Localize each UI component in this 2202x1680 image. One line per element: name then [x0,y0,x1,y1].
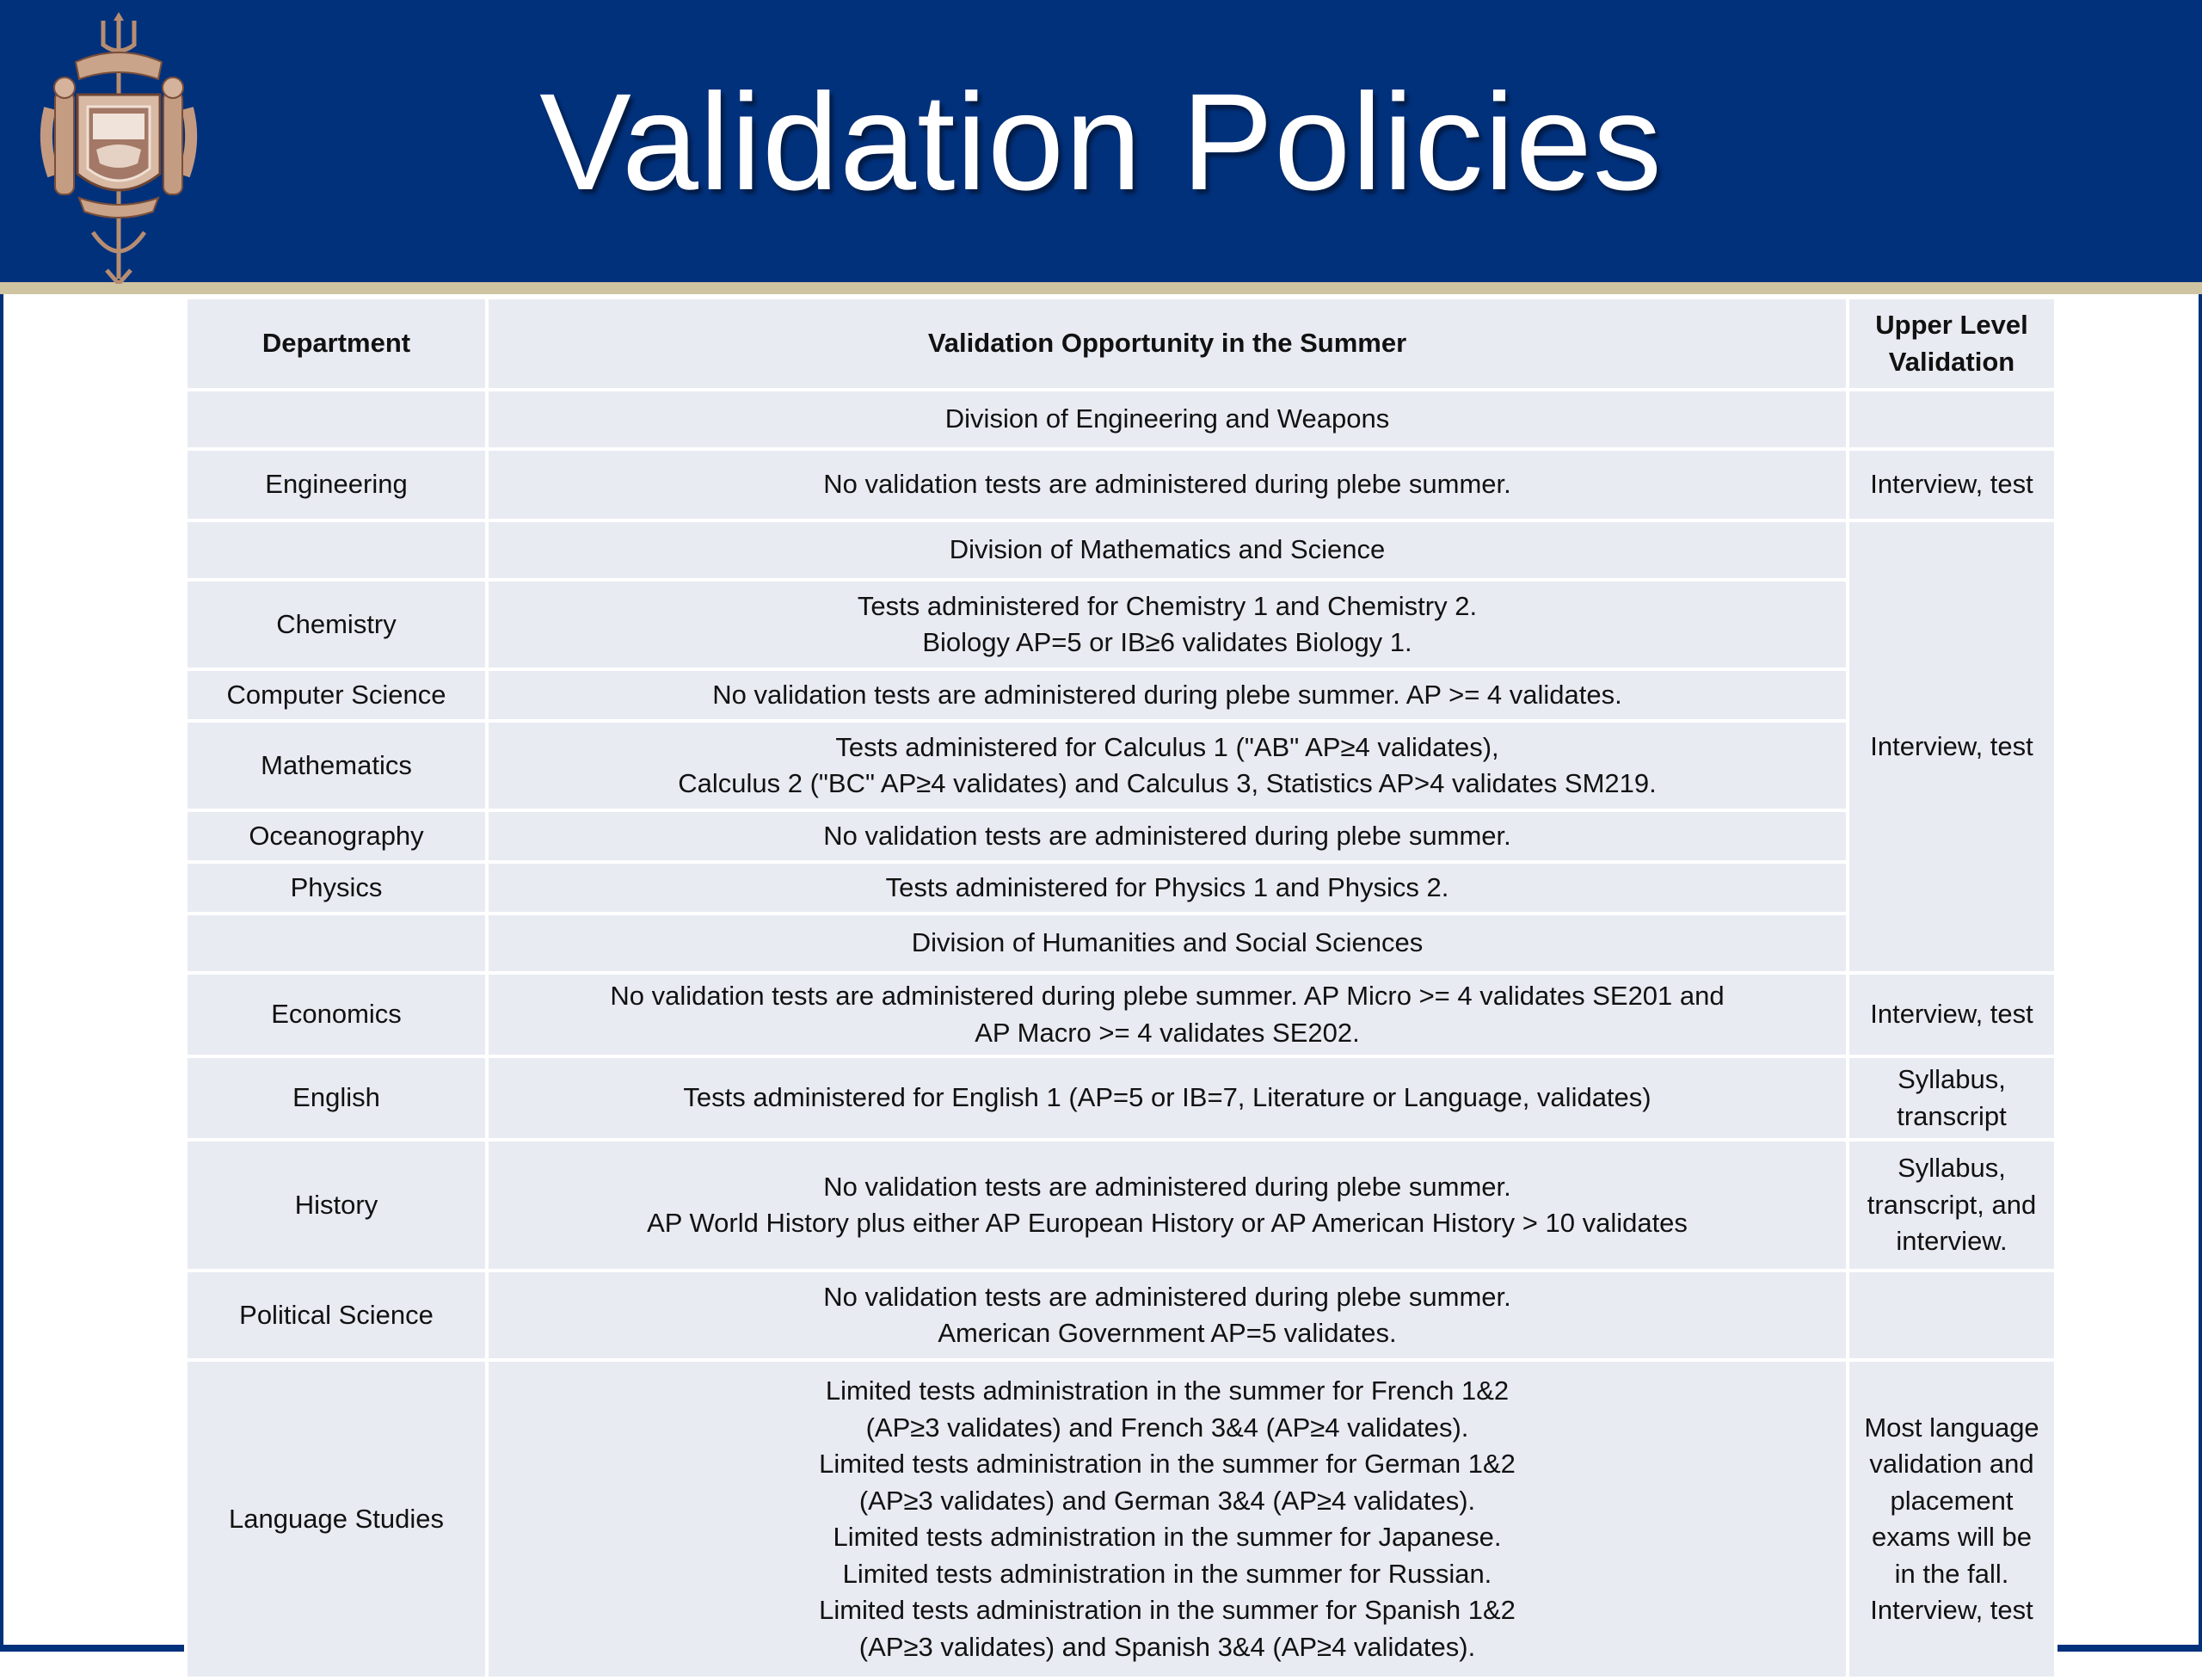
header-upper-level-validation: Upper Level Validation [1848,298,2056,390]
department-cell: Oceanography [186,810,487,862]
opportunity-line: Limited tests administration in the summer for German 1&2 [819,1449,1516,1479]
validation-policies-table [184,296,2057,1680]
table-row-chemistry [186,580,2056,669]
opportunity-line: No validation tests are administered during plebe summer. [823,1171,1511,1202]
frame-right-border [2199,294,2202,1652]
department-cell: Mathematics [186,721,487,810]
frame-left-border [0,294,3,1652]
division-department-cell [186,390,487,449]
upper-level-line: placement [1890,1485,2014,1516]
division-department-cell [186,520,487,580]
header-validation-opportunity: Validation Opportunity in the Summer [487,298,1848,390]
upper-level-cell [1848,1140,2056,1271]
department-cell: Economics [186,973,487,1056]
department-cell: Engineering [186,449,487,520]
department-cell: Political Science [186,1271,487,1360]
upper-level-line: validation and [1869,1449,2034,1479]
opportunity-line: AP World History plus either AP European History or AP American History > 10 validates [647,1208,1688,1238]
table-row-political-science [186,1271,2056,1360]
upper-level-cell [1848,1056,2056,1140]
opportunity-line: Biology AP=5 or IB≥6 validates Biology 1. [922,627,1412,657]
slide-title: Validation Policies [539,65,1663,218]
division-row-engineering-weapons [186,390,2056,449]
division-department-cell [186,914,487,973]
opportunity-line: Limited tests administration in the summer for Japanese. [833,1522,1502,1552]
opportunity-line: No validation tests are administered during plebe summer. AP >= 4 validates. [712,679,1622,710]
table-row-english [186,1056,2056,1140]
table-row-physics [186,862,2056,914]
table-row-language-studies [186,1360,2056,1678]
opportunity-line: Calculus 2 ("BC" AP≥4 validates) and Calculus 3, Statistics AP>4 validates SM219. [678,768,1657,798]
opportunity-line: No validation tests are administered during plebe summer. AP Micro >= 4 validates SE201 and [610,981,1725,1011]
opportunity-cell [487,1056,1848,1140]
opportunity-line: American Government AP=5 validates. [938,1318,1397,1348]
opportunity-cell [487,1140,1848,1271]
opportunity-cell [487,973,1848,1056]
opportunity-line: Limited tests administration in the summer for Spanish 1&2 [819,1595,1516,1625]
opportunity-line: AP Macro >= 4 validates SE202. [975,1017,1360,1048]
upper-level-line: exams will be [1871,1522,2033,1552]
opportunity-line: Tests administered for Calculus 1 ("AB" AP≥4 validates), [835,731,1499,762]
gold-divider [0,282,2202,294]
opportunity-cell [487,580,1848,669]
upper-level-cell [1848,449,2056,520]
department-cell: History [186,1140,487,1271]
department-cell: Computer Science [186,669,487,721]
upper-level-line: Interview, test [1870,469,2033,500]
opportunity-line: Tests administered for Physics 1 and Physics 2. [885,871,1449,902]
opportunity-line: Limited tests administration in the summer for Russian. [842,1558,1492,1589]
upper-level-line: transcript, and [1867,1189,2037,1220]
division-row-math-science [186,520,2056,580]
opportunity-cell [487,862,1848,914]
opportunity-line: (AP≥3 validates) and German 3&4 (AP≥4 validates). [858,1485,1476,1516]
division-label: Division of Humanities and Social Sciences [487,914,1848,973]
table-row-engineering [186,449,2056,520]
upper-level-line: Interview, test [1870,730,2033,761]
upper-level-line: Syllabus, [1898,1064,2006,1094]
opportunity-cell [487,449,1848,520]
opportunity-cell [487,1271,1848,1360]
opportunity-line: (AP≥3 validates) and French 3&4 (AP≥4 validates). [865,1412,1469,1443]
upper-level-cell [1848,973,2056,1056]
division-upper-cell [1848,390,2056,449]
header-department: Department [186,298,487,390]
upper-level-line: Syllabus, [1898,1153,2006,1184]
opportunity-cell [487,721,1848,810]
opportunity-line: Tests administered for Chemistry 1 and Chemistry 2. [857,590,1478,621]
opportunity-line: No validation tests are administered during plebe summer. [823,469,1511,500]
table-row-history [186,1140,2056,1271]
opportunity-line: Limited tests administration in the summer for French 1&2 [825,1375,1510,1406]
department-cell: Chemistry [186,580,487,669]
department-cell: English [186,1056,487,1140]
opportunity-cell [487,669,1848,721]
opportunity-line: Tests administered for English 1 (AP=5 or IB=7, Literature or Language, validates) [683,1082,1652,1113]
department-cell: Physics [186,862,487,914]
opportunity-cell [487,1360,1848,1678]
division-label: Division of Engineering and Weapons [487,390,1848,449]
upper-level-line: interview. [1896,1226,2008,1257]
opportunity-line: No validation tests are administered during plebe summer. [823,1281,1511,1312]
upper-level-line: Interview, test [1870,1595,2033,1625]
upper-level-cell-math-science [1848,520,2056,973]
upper-level-line: transcript [1897,1100,2007,1131]
division-label: Division of Mathematics and Science [487,520,1848,580]
opportunity-line: No validation tests are administered during plebe summer. [823,820,1511,851]
opportunity-line: (AP≥3 validates) and Spanish 3&4 (AP≥4 validates). [858,1631,1476,1662]
table-row-economics [186,973,2056,1056]
table-row-computer-science [186,669,2056,721]
opportunity-cell [487,810,1848,862]
division-row-humanities [186,914,2056,973]
table-header-row [186,298,2056,390]
upper-level-line: in the fall. [1894,1558,2009,1589]
upper-level-cell [1848,1360,2056,1678]
upper-level-line: Most language [1864,1412,2039,1443]
upper-level-cell [1848,1271,2056,1360]
table-row-oceanography [186,810,2056,862]
department-cell: Language Studies [186,1360,487,1678]
upper-level-line: Interview, test [1870,999,2033,1030]
table-row-mathematics [186,721,2056,810]
